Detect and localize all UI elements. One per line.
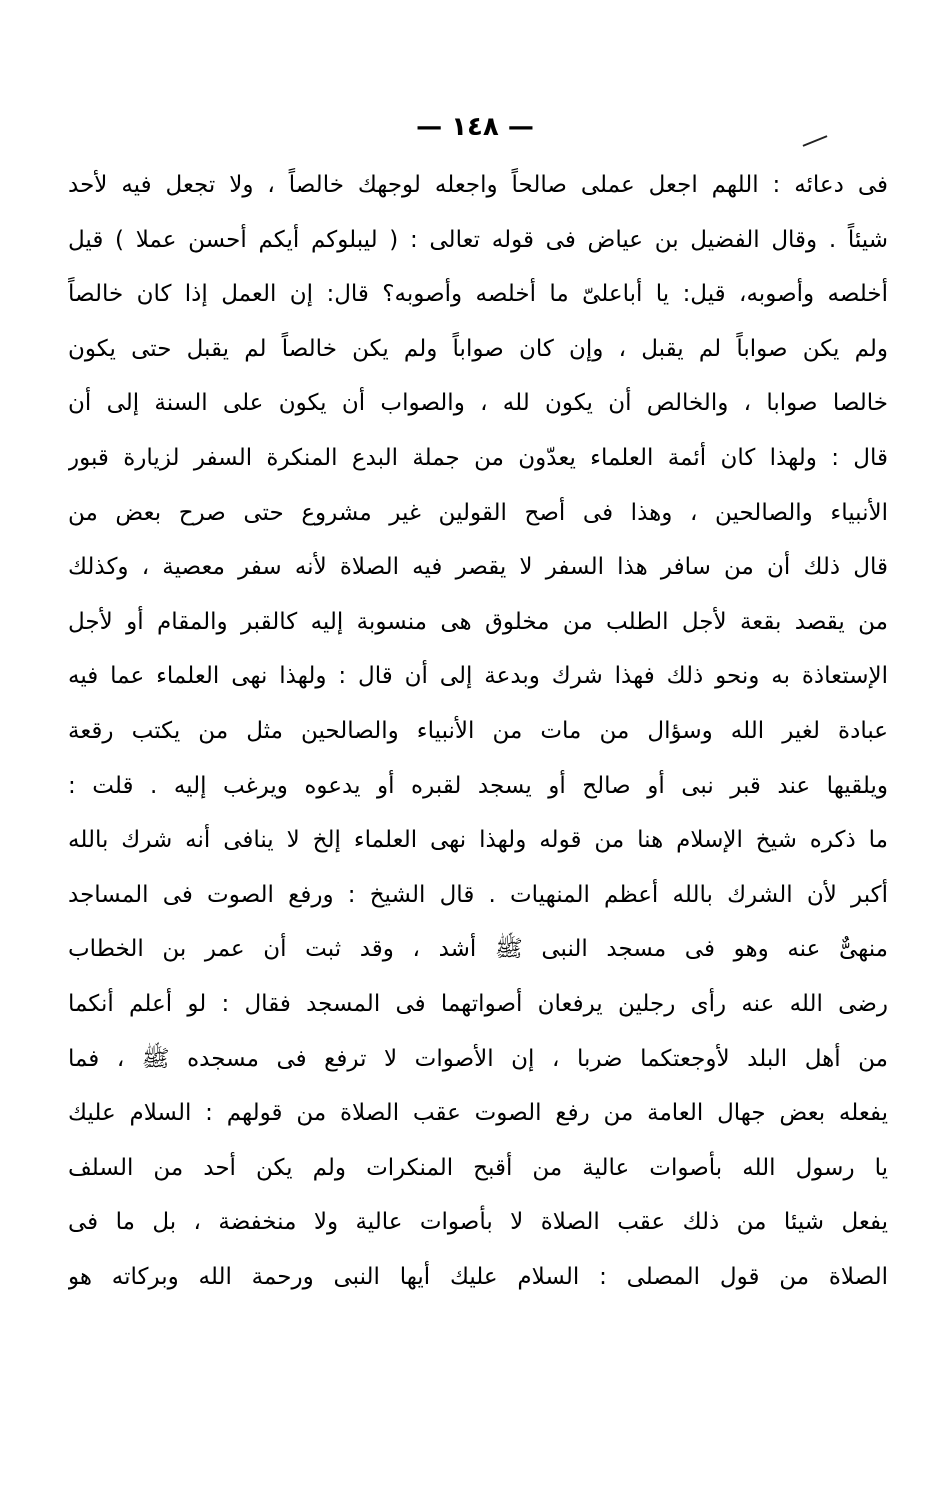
text-line: يفعله بعض جهال العامة من رفع الصوت عقب الصلاة من قولهم : السلام عليك [68, 1100, 888, 1127]
text-line: رضى الله عنه رأى رجلين يرفعان أصواتهما فى المسجد فقال : لو أعلم أنكما [68, 990, 888, 1017]
text-line: الأنبياء والصالحين ، وهذا فى أصح القولين غير مشروع حتى صرح بعض من [68, 499, 888, 526]
page-number: — ١٤٨ — [416, 112, 534, 142]
text-line: أكبر لأن الشرك بالله أعظم المنهيات . قال الشيخ : ورفع الصوت فى المساجد [68, 881, 888, 908]
text-line: عبادة لغير الله وسؤال من مات من الأنبياء والصالحين مثل من يكتب رقعة [68, 717, 888, 744]
text-line: يفعل شيئا من ذلك عقب الصلاة لا بأصوات عالية ولا منخفضة ، بل ما فى [68, 1209, 888, 1236]
text-line: ما ذكره شيخ الإسلام هنا من قوله ولهذا نهى العلماء إلخ لا ينافى أنه شرك بالله [68, 827, 888, 854]
text-line: من أهل البلد لأوجعتكما ضربا ، إن الأصوات لا ترفع فى مسجده ﷺ ، فما [68, 1045, 888, 1072]
text-line: ولم يكن صواباً لم يقبل ، وإن كان صواباً ولم يكن خالصاً لم يقبل حتى يكون [68, 335, 888, 362]
text-line: الإستعاذة به ونحو ذلك فهذا شرك وبدعة إلى أن قال : ولهذا نهى العلماء عما فيه [68, 663, 888, 690]
text-line: خالصا صوابا ، والخالص أن يكون لله ، والصواب أن يكون على السنة إلى أن [68, 390, 888, 417]
text-line: قال ذلك أن من سافر هذا السفر لا يقصر فيه الصلاة لأنه سفر معصية ، وكذلك [68, 554, 888, 581]
body-text [68, 158, 888, 1304]
text-line: من يقصد بقعة لأجل الطلب من مخلوق هى منسوبة إليه كالقبر والمقام أو لأجل [68, 608, 888, 635]
text-line: قال : ولهذا كان أئمة العلماء يعدّون من جملة البدع المنكرة السفر لزيارة قبور [68, 444, 888, 471]
text-line: الصلاة من قول المصلى : السلام عليك أيها النبى ورحمة الله وبركاته هو [68, 1263, 888, 1290]
text-line: ويلقيها عند قبر نبى أو صالح أو يسجد لقبره أو يدعوه ويرغب إليه . قلت : [68, 772, 888, 799]
text-line: شيئاً . وقال الفضيل بن عياض فى قوله تعالى : ( ليبلوكم أيكم أحسن عملا ) قيل [68, 226, 888, 253]
text-line: منهىٌّ عنه وهو فى مسجد النبى ﷺ أشد ، وقد ثبت أن عمر بن الخطاب [68, 936, 888, 963]
text-line: فى دعائه : اللهم اجعل عملى صالحاً واجعله لوجهك خالصاً ، ولا تجعل فيه لأحد [68, 172, 888, 198]
text-line: يا رسول الله بأصوات عالية من أقبح المنكرات ولم يكن أحد من السلف [68, 1154, 888, 1181]
text-line: أخلصه وأصوبه، قيل: يا أباعلىّ ما أخلصه وأصوبه؟ قال: إن العمل إذا كان خالصاً [68, 281, 888, 308]
